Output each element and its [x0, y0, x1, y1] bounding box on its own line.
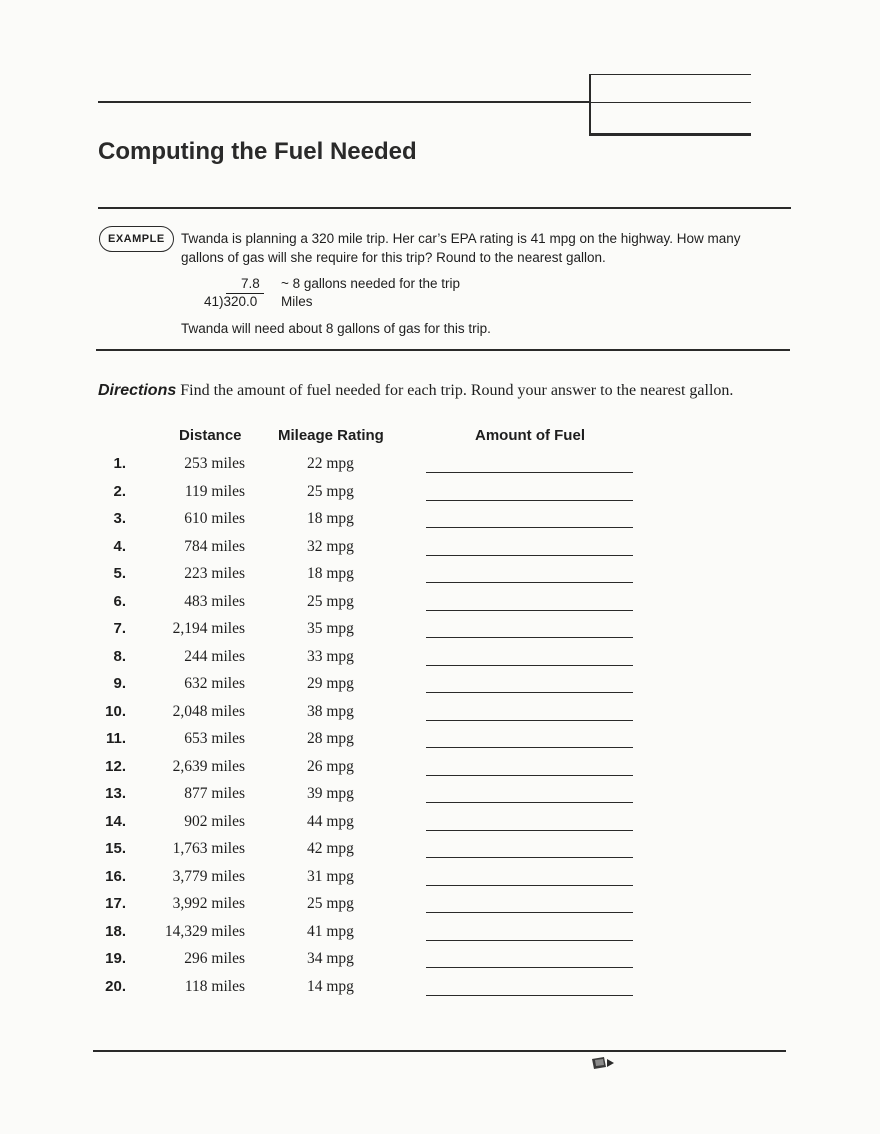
fuel-answer-blank[interactable]: [426, 582, 633, 583]
name-box: [589, 74, 751, 136]
problem-row: [0, 813, 880, 840]
mileage-value: 34 mpg: [307, 950, 354, 967]
problem-row: [0, 483, 880, 510]
mileage-value: 18 mpg: [307, 565, 354, 582]
distance-value: 3,992 miles: [172, 895, 245, 912]
distance-value: 223 miles: [184, 565, 245, 582]
problem-row: [0, 675, 880, 702]
fuel-answer-blank[interactable]: [426, 857, 633, 858]
distance-value: 1,763 miles: [172, 840, 245, 857]
distance-value: 610 miles: [184, 510, 245, 527]
problem-number: 4.: [113, 537, 126, 555]
problem-row: [0, 923, 880, 950]
example-note-dividend: Miles: [281, 294, 313, 309]
distance-value: 118 miles: [184, 977, 245, 995]
mileage-value: 31 mpg: [307, 867, 354, 885]
problem-row: [0, 648, 880, 675]
fuel-answer-blank[interactable]: [426, 665, 633, 666]
distance-value: 244 miles: [184, 647, 245, 665]
mileage-value: 33 mpg: [307, 647, 354, 665]
footer-rule: [93, 1050, 786, 1052]
fuel-answer-blank[interactable]: [426, 995, 633, 996]
next-page-arrow-icon: [590, 1055, 616, 1071]
example-problem: Twanda is planning a 320 mile trip. Her car’s EPA rating is 41 mpg on the highway. How many gallons of gas will she require for this trip? Round to the nearest gallon.: [181, 231, 741, 265]
problem-number: 1.: [113, 455, 126, 472]
example-conclusion: Twanda will need about 8 gallons of gas for this trip.: [181, 321, 491, 336]
distance-value: 653 miles: [184, 730, 245, 747]
fuel-answer-blank[interactable]: [426, 692, 633, 693]
mileage-value: 44 mpg: [307, 812, 354, 830]
mileage-value: 28 mpg: [307, 730, 354, 747]
header-rule: [98, 101, 589, 103]
mileage-value: 25 mpg: [307, 592, 354, 610]
distance-value: 2,048 miles: [172, 702, 245, 720]
example-badge: EXAMPLE: [99, 226, 174, 252]
problem-row: [0, 978, 880, 1005]
mileage-value: 39 mpg: [307, 785, 354, 802]
problem-number: 13.: [105, 785, 126, 802]
problem-number: 15.: [105, 840, 126, 857]
problem-row: [0, 950, 880, 977]
problem-row: [0, 840, 880, 867]
fuel-answer-blank[interactable]: [426, 720, 633, 721]
distance-value: 2,194 miles: [172, 620, 245, 637]
problem-number: 17.: [105, 895, 126, 912]
problem-row: [0, 593, 880, 620]
fuel-answer-blank[interactable]: [426, 885, 633, 886]
problem-number: 20.: [105, 977, 126, 995]
mileage-value: 18 mpg: [307, 510, 354, 527]
mileage-value: 38 mpg: [307, 702, 354, 720]
fuel-answer-blank[interactable]: [426, 527, 633, 528]
mileage-value: 35 mpg: [307, 620, 354, 637]
problem-number: 14.: [105, 812, 126, 830]
distance-value: 253 miles: [184, 455, 245, 472]
problem-number: 16.: [105, 867, 126, 885]
distance-value: 784 miles: [184, 537, 245, 555]
mileage-value: 29 mpg: [307, 675, 354, 692]
problem-number: 19.: [105, 950, 126, 967]
fuel-answer-blank[interactable]: [426, 940, 633, 941]
header-distance: Distance: [179, 427, 242, 444]
problem-row: [0, 538, 880, 565]
problem-number: 18.: [105, 922, 126, 940]
mileage-value: 42 mpg: [307, 840, 354, 857]
problem-row: [0, 895, 880, 922]
problem-number: 5.: [113, 565, 126, 582]
problem-number: 7.: [113, 620, 126, 637]
problem-row: [0, 703, 880, 730]
distance-value: 877 miles: [184, 785, 245, 802]
fuel-answer-blank[interactable]: [426, 555, 633, 556]
problem-row: [0, 620, 880, 647]
example-bottom-rule: [96, 349, 790, 351]
problem-number: 9.: [113, 675, 126, 692]
mileage-value: 26 mpg: [307, 757, 354, 775]
fuel-answer-blank[interactable]: [426, 610, 633, 611]
header-mileage: Mileage Rating: [278, 427, 384, 444]
distance-value: 296 miles: [184, 950, 245, 967]
distance-value: 3,779 miles: [172, 867, 245, 885]
fuel-answer-blank[interactable]: [426, 830, 633, 831]
fuel-answer-blank[interactable]: [426, 747, 633, 748]
distance-value: 14,329 miles: [164, 922, 245, 940]
example-note-quotient: ~ 8 gallons needed for the trip: [281, 276, 461, 291]
fuel-answer-blank[interactable]: [426, 637, 633, 638]
problem-number: 11.: [105, 730, 126, 747]
distance-value: 2,639 miles: [172, 757, 245, 775]
fuel-answer-blank[interactable]: [426, 912, 633, 913]
distance-value: 902 miles: [184, 812, 245, 830]
example-division: 41)320.0: [204, 294, 258, 309]
problem-row: [0, 785, 880, 812]
mileage-value: 41 mpg: [307, 922, 354, 940]
problem-row: [0, 565, 880, 592]
fuel-answer-blank[interactable]: [426, 472, 633, 473]
problem-row: [0, 510, 880, 537]
page-title: Computing the Fuel Needed: [98, 138, 417, 165]
problem-number: 2.: [113, 482, 126, 500]
problem-row: [0, 758, 880, 785]
example-quotient: 7.8: [241, 276, 260, 291]
problem-number: 12.: [105, 757, 126, 775]
fuel-answer-blank[interactable]: [426, 967, 633, 968]
problem-number: 6.: [113, 592, 126, 610]
mileage-value: 25 mpg: [307, 482, 354, 500]
distance-value: 119 miles: [184, 482, 245, 500]
mileage-value: 32 mpg: [307, 537, 354, 555]
example-top-rule: [98, 207, 791, 209]
problem-number: 10.: [105, 702, 126, 720]
mileage-value: 22 mpg: [307, 455, 354, 472]
problem-row: [0, 730, 880, 757]
name-box-divider: [591, 102, 751, 103]
header-fuel: Amount of Fuel: [475, 427, 585, 444]
fuel-answer-blank[interactable]: [426, 802, 633, 803]
mileage-value: 14 mpg: [307, 977, 354, 995]
directions: [98, 382, 733, 400]
distance-value: 483 miles: [184, 592, 245, 610]
problem-row: [0, 455, 880, 482]
distance-value: 632 miles: [184, 675, 245, 692]
mileage-value: 25 mpg: [307, 895, 354, 912]
directions-text: Find the amount of fuel needed for each trip. Round your answer to the nearest gallon.: [176, 382, 734, 399]
fuel-answer-blank[interactable]: [426, 775, 633, 776]
problem-number: 8.: [113, 647, 126, 665]
fuel-answer-blank[interactable]: [426, 500, 633, 501]
problem-number: 3.: [113, 510, 126, 527]
directions-label: Directions: [98, 382, 177, 399]
problem-row: [0, 868, 880, 895]
